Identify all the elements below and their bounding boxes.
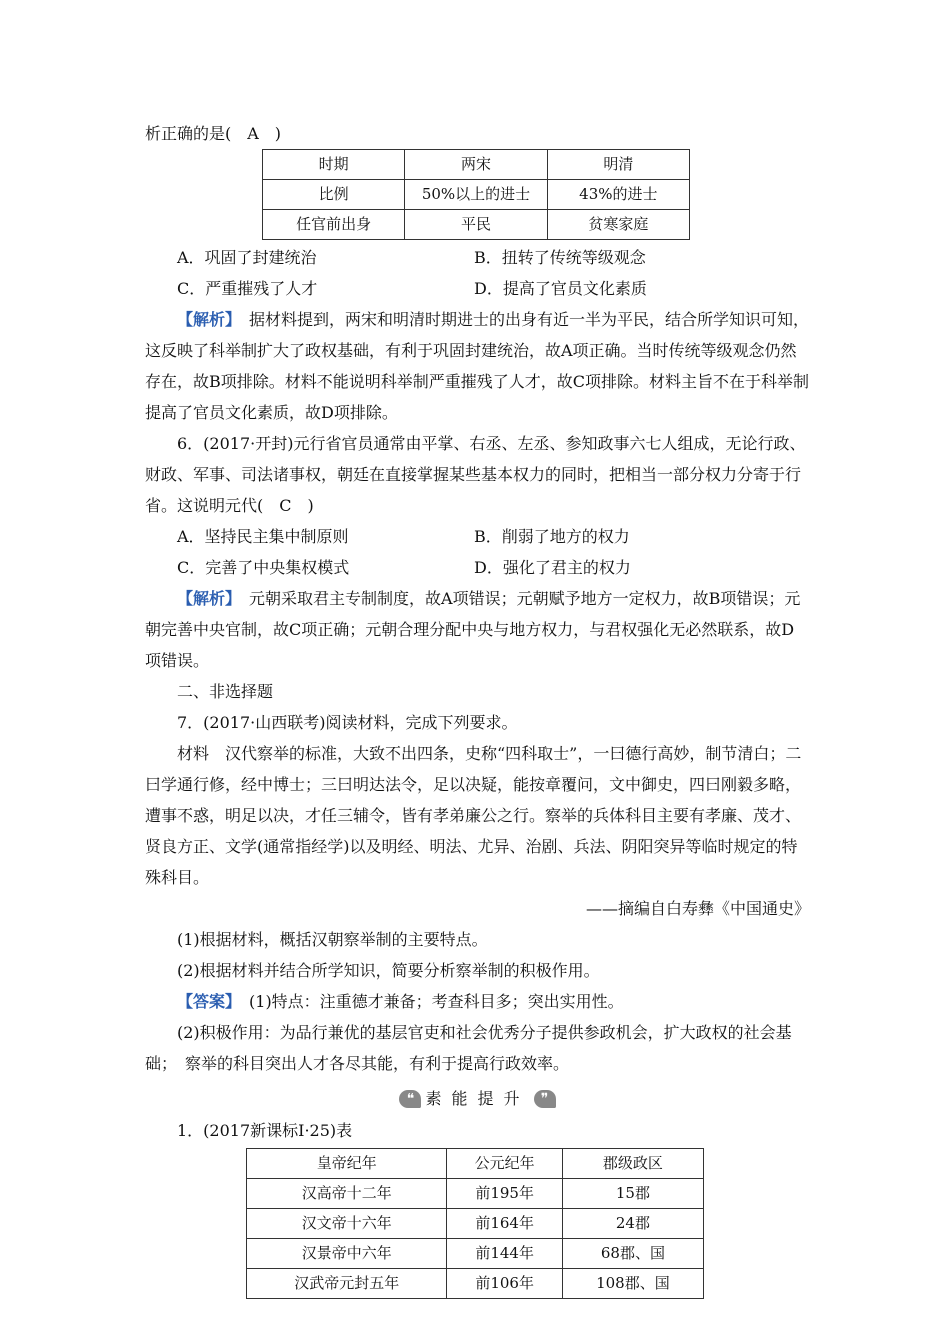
table-cell: 明清 [547,150,689,180]
table-cell: 汉武帝元封五年 [247,1269,447,1299]
q5-options-row1 [145,242,810,273]
q6-option-a: A．坚持民主集中制原则 [177,527,349,546]
table-cell: 前164年 [447,1209,562,1239]
analysis-tag: 【解析】 [177,589,234,608]
table-cell: 68郡、国 [562,1239,703,1269]
table-cell: 郡级政区 [562,1149,703,1179]
table-cell: 平民 [405,210,547,240]
table-cell: 时期 [263,150,405,180]
table-cell: 前106年 [447,1269,562,1299]
table-cell: 汉高帝十二年 [247,1179,447,1209]
table-cell: 前144年 [447,1239,562,1269]
table-row [247,1239,704,1269]
table-cell: 两宋 [405,150,547,180]
table-row [263,210,690,240]
q5-table [262,149,690,240]
q6-options-row2 [145,552,810,583]
table-cell: 43%的进士 [547,180,689,210]
q6-stem: 6．(2017·开封)元行省官员通常由平掌、右丞、左丞、参知政事六七人组成，无论行政、财政、军事、司法诸事权，朝廷在直接掌握某些基本权力的同时，把相当一部分权力分寄于行省。这说明元代( C ) [145,434,806,515]
table-cell: 汉景帝中六年 [247,1239,447,1269]
section-heading: 二、非选择题 [177,682,274,701]
q5-stem-tail: 析正确的是( A ) [145,124,282,143]
table-cell: 皇帝纪年 [247,1149,447,1179]
banner-title: 素能提升 [425,1088,530,1108]
table-cell: 贫寒家庭 [547,210,689,240]
table-cell: 50%以上的进士 [405,180,547,210]
q7-answer1 [145,986,810,1017]
p1-table [246,1148,704,1299]
q6-option-b: B．削弱了地方的权力 [474,527,630,546]
q7-sub1: (1)根据材料，概括汉朝察举制的主要特点。 [177,930,488,949]
answer-tag: 【答案】 [177,992,234,1011]
table-cell: 108郡、国 [562,1269,703,1299]
q5-analysis [145,304,810,428]
q5-option-a: A．巩固了封建统治 [177,248,317,267]
q7-answer2: (2)积极作用：为品行兼优的基层官吏和社会优秀分子提供参政机会，扩大政权的社会基础； 察举的科目突出人才各尽其能，有利于提高行政效率。 [145,1023,792,1073]
q6-analysis [145,583,810,676]
q5-option-c: C．严重摧残了人才 [177,279,318,298]
p1-stem: 1．(2017新课标Ⅰ·25)表 [177,1121,353,1140]
q7-source: ——摘编自白寿彝《中国通史》 [585,899,810,918]
q5-option-d: D．提高了官员文化素质 [474,279,647,298]
table-cell: 汉文帝十六年 [247,1209,447,1239]
table-cell: 前195年 [447,1179,562,1209]
q7-sub2: (2)根据材料并结合所学知识，简要分析察举制的积极作用。 [177,961,600,980]
document-page [145,118,810,1299]
table-cell: 15郡 [562,1179,703,1209]
table-row [263,180,690,210]
q5-options-row2 [145,273,810,304]
analysis-tag: 【解析】 [177,310,234,329]
q5-option-b: B．扭转了传统等级观念 [474,248,646,267]
analysis-text: 元朝采取君主专制制度，故A项错误；元朝赋予地方一定权力，故B项错误；元朝完善中央官制，故C项正确；元朝合理分配中央与地方权力，与君权强化无必然联系，故D项错误。 [145,589,801,670]
table-cell: 公元纪年 [447,1149,562,1179]
q6-option-d: D．强化了君主的权力 [474,558,631,577]
q7-stem: 7．(2017·山西联考)阅读材料，完成下列要求。 [177,713,518,732]
table-cell: 24郡 [562,1209,703,1239]
table-row [247,1149,704,1179]
close-quote-icon: ❞ [534,1090,556,1108]
table-cell: 比例 [263,180,405,210]
answer-text: (1)特点：注重德才兼备；考查科目多；突出实用性。 [233,992,624,1011]
table-row [263,150,690,180]
table-row [247,1209,704,1239]
table-cell: 任官前出身 [263,210,405,240]
analysis-text: 据材料提到，两宋和明清时期进士的出身有近一半为平民，结合所学知识可知，这反映了科举制扩大了政权基础，有利于巩固封建统治，故A项正确。当时传统等级观念仍然存在，故B项排除。材料不能说明科举制严重摧残了人才，故C项排除。材料主旨不在于科举制提高了官员文化素质，故D项排除。 [145,310,810,422]
section-banner [145,1081,810,1115]
table-row [247,1269,704,1299]
q6-options-row1 [145,521,810,552]
table-row [247,1179,704,1209]
q6-option-c: C．完善了中央集权模式 [177,558,350,577]
open-quote-icon: ❝ [399,1090,421,1108]
q7-material: 材料 汉代察举的标准，大致不出四条，史称“四科取士”，一曰德行高妙，制节清白；二曰学通行修，经中博士；三曰明达法令，足以决疑，能按章覆问，文中御史，四曰刚毅多略，遭事不惑，明足以决，才任三辅令，皆有孝弟廉公之行。察举的兵体科目主要有孝廉、茂才、贤良方正、文学(通常指经学)以及明经、明法、尤异、治剧、兵法、阴阳突异等临时规定的特殊科目。 [145,744,802,887]
